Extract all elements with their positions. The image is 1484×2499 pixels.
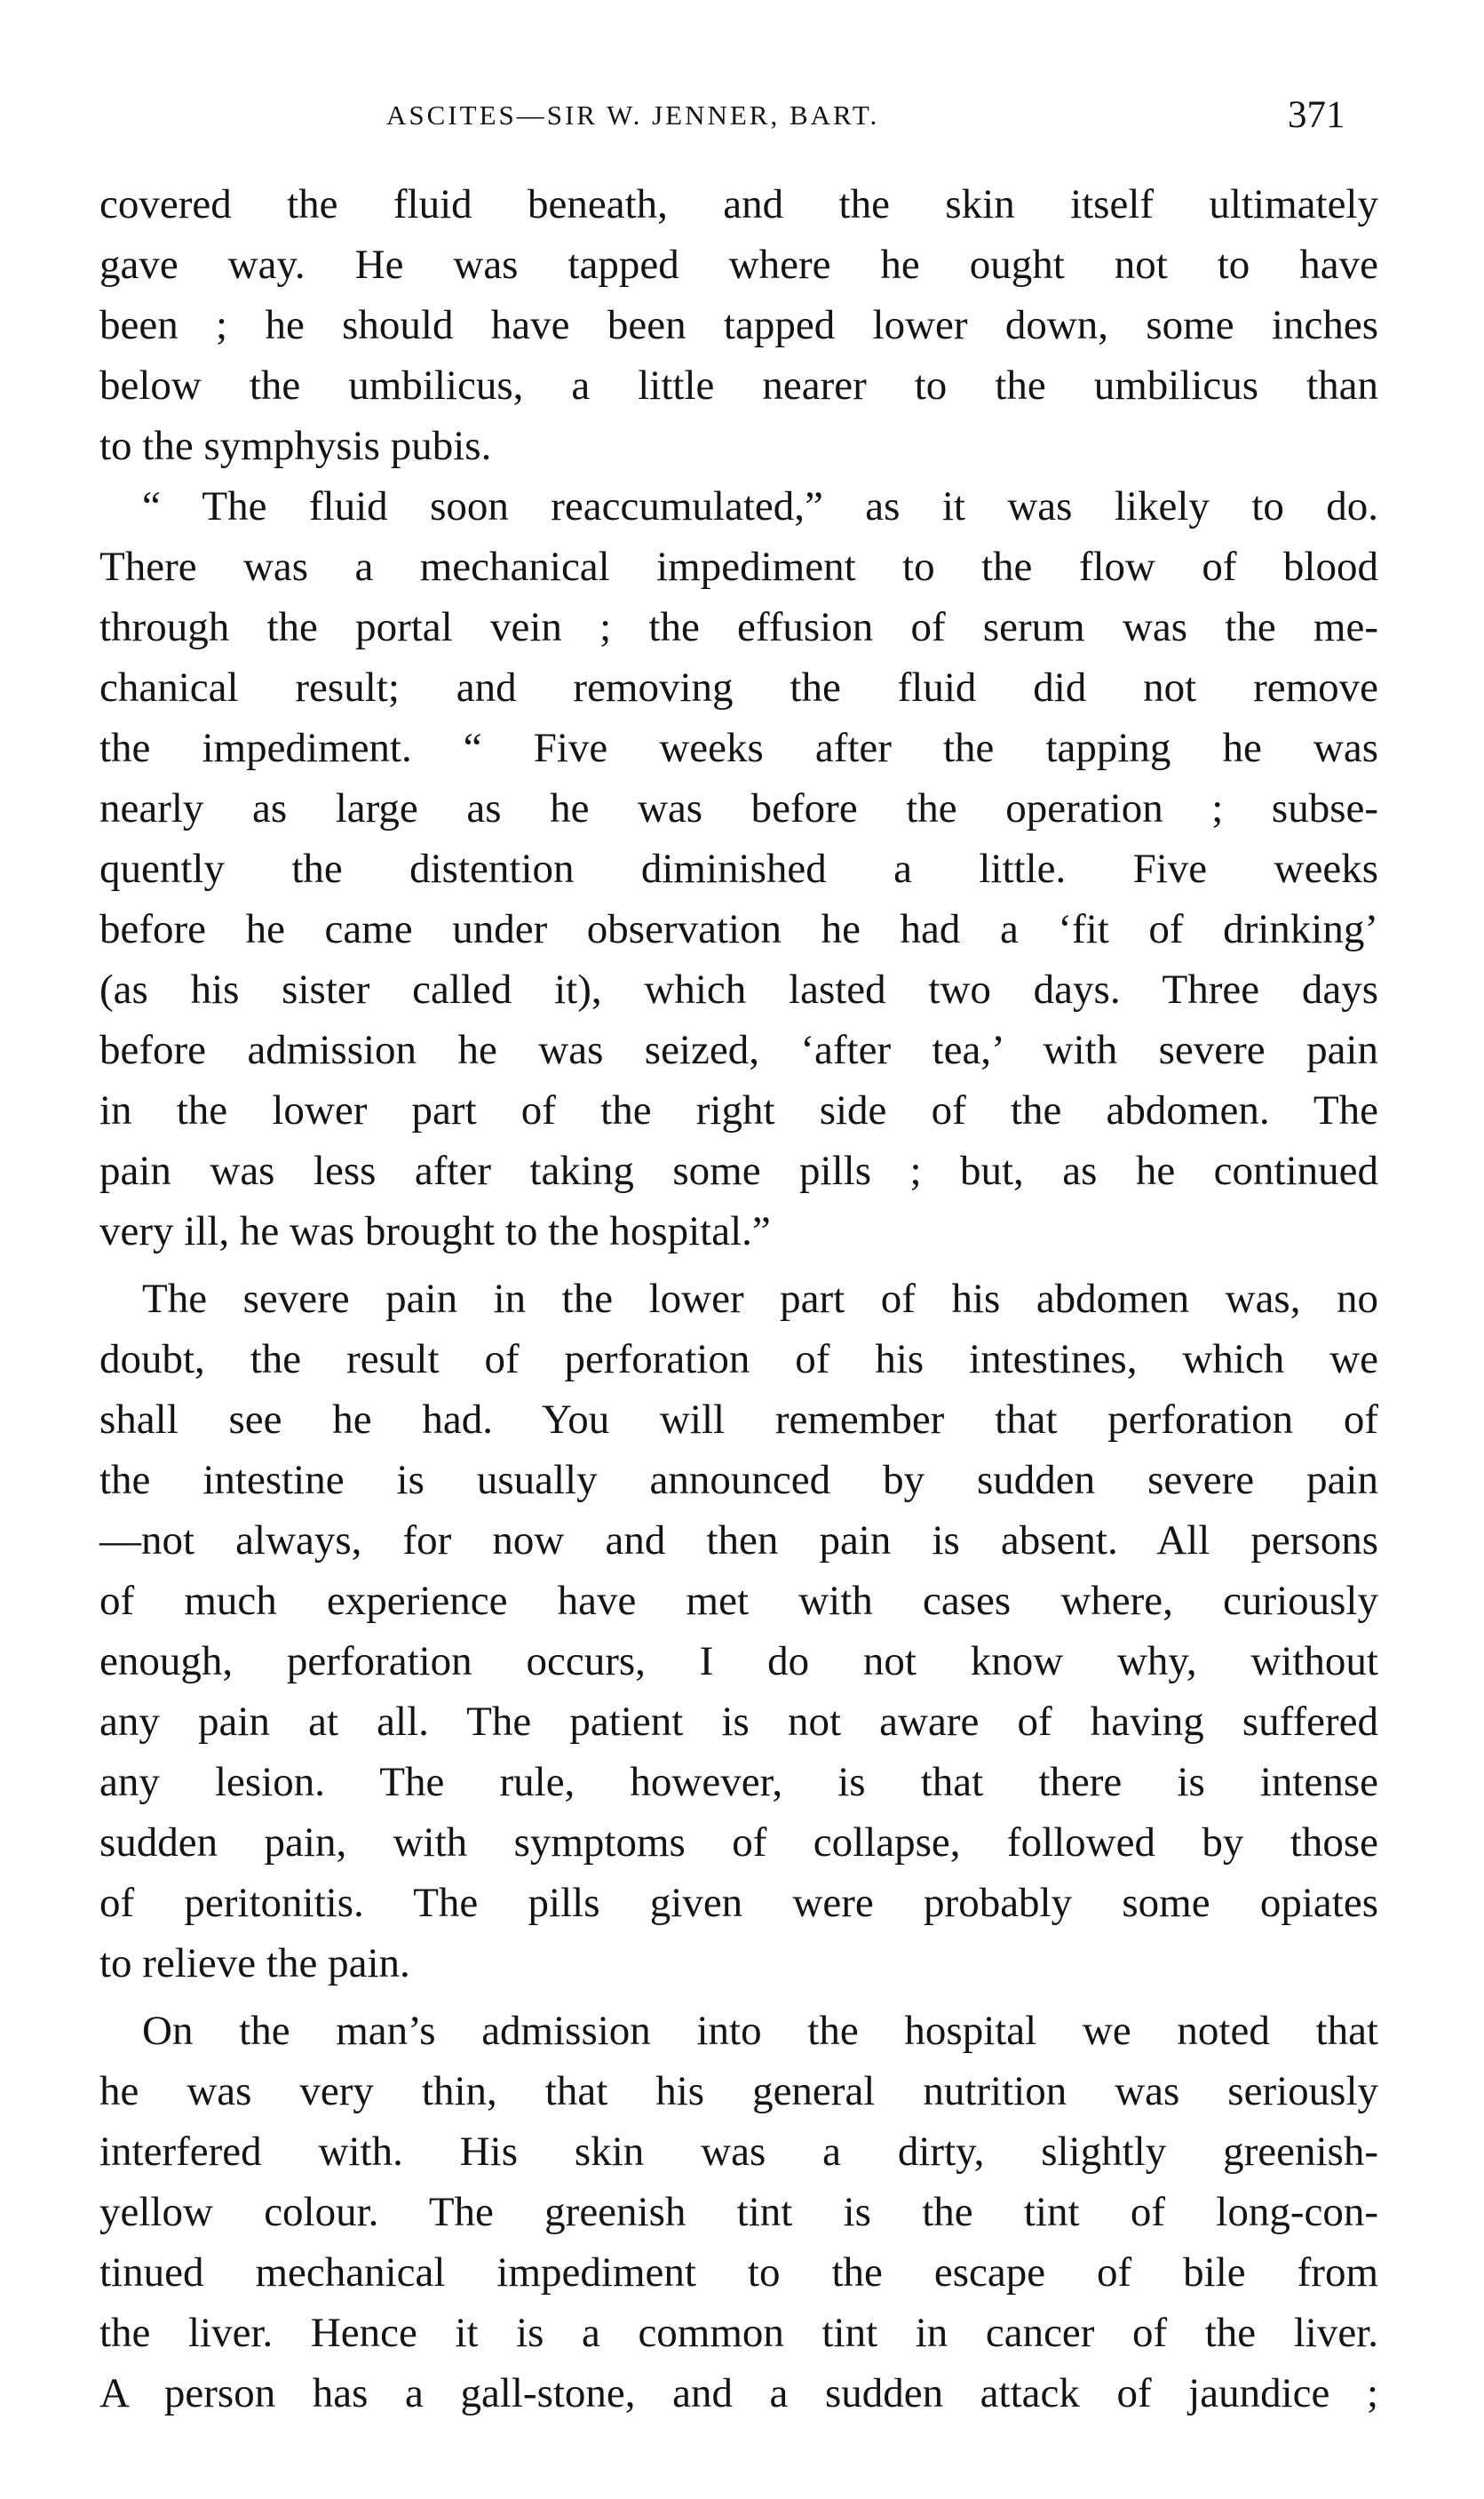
text-line: before he came under observation he had a ‘fit of drinking’: [99, 906, 1378, 952]
text-line: covered the fluid beneath, and the skin itself ultimately: [99, 181, 1378, 227]
text-line: tinued mechanical impediment to the escape of bile from: [99, 2249, 1378, 2296]
text-line: any lesion. The rule, however, is that there is intense: [99, 1759, 1378, 1805]
text-line: There was a mechanical impediment to the flow of blood: [99, 544, 1378, 590]
body-text: [99, 174, 1378, 2423]
text-line: (as his sister called it), which lasted two days. Three days: [99, 967, 1378, 1013]
text-line: of much experience have met with cases where, curiously: [99, 1578, 1378, 1624]
text-line: to relieve the pain.: [99, 1940, 410, 1986]
text-line: gave way. He was tapped where he ought not to have: [99, 242, 1378, 288]
text-line: in the lower part of the right side of the abdomen. The: [99, 1087, 1378, 1134]
text-line: yellow colour. The greenish tint is the tint of long-con-: [99, 2189, 1378, 2235]
text-line: interfered with. His skin was a dirty, slightly greenish-: [99, 2129, 1378, 2175]
text-line: the intestine is usually announced by sudden severe pain: [99, 1457, 1378, 1503]
text-line: the impediment. “ Five weeks after the tapping he was: [99, 725, 1378, 771]
running-title: ASCITES—SIR W. JENNER, BART.: [386, 99, 880, 131]
text-line: sudden pain, with symptoms of collapse, followed by those: [99, 1819, 1378, 1866]
text-line: pain was less after taking some pills ; but, as he continued: [99, 1148, 1378, 1194]
text-line: below the umbilicus, a little nearer to the umbilicus than: [99, 362, 1378, 409]
text-line: very ill, he was brought to the hospital.”: [99, 1208, 771, 1254]
text-line: doubt, the result of perforation of his intestines, which we: [99, 1336, 1378, 1382]
text-line: enough, perforation occurs, I do not know why, without: [99, 1638, 1378, 1684]
text-line: quently the distention diminished a little. Five weeks: [99, 846, 1378, 892]
page-number: 371: [1288, 94, 1345, 136]
text-line: any pain at all. The patient is not aware of having suffered: [99, 1699, 1378, 1745]
text-line: nearly as large as he was before the operation ; subse-: [99, 785, 1378, 832]
text-line: to the symphysis pubis.: [99, 423, 492, 469]
paragraph: [99, 174, 1378, 476]
text-line: before admission he was seized, ‘after tea,’ with severe pain: [99, 1027, 1378, 1073]
text-line: —not always, for now and then pain is absent. All persons: [99, 1517, 1378, 1564]
text-line: The severe pain in the lower part of his abdomen was, no: [142, 1276, 1378, 1322]
text-line: chanical result; and removing the fluid did not remove: [99, 665, 1378, 711]
text-line: “ The fluid soon reaccumulated,” as it was likely to do.: [142, 483, 1378, 529]
paragraph: [99, 1269, 1378, 1994]
text-line: A person has a gall-stone, and a sudden attack of jaundice ;: [99, 2370, 1378, 2416]
text-line: shall see he had. You will remember that perforation of: [99, 1397, 1378, 1443]
text-line: On the man’s admission into the hospital we noted that: [142, 2008, 1378, 2054]
text-line: the liver. Hence it is a common tint in cancer of the liver.: [99, 2310, 1378, 2356]
paragraph: [99, 476, 1378, 1261]
text-line: through the portal vein ; the effusion of serum was the me-: [99, 604, 1378, 650]
text-line: of peritonitis. The pills given were probably some opiates: [99, 1880, 1378, 1926]
text-line: he was very thin, that his general nutrition was seriously: [99, 2068, 1378, 2114]
text-line: been ; he should have been tapped lower down, some inches: [99, 302, 1378, 348]
running-head: [0, 89, 1484, 142]
paragraph: [99, 2001, 1378, 2423]
